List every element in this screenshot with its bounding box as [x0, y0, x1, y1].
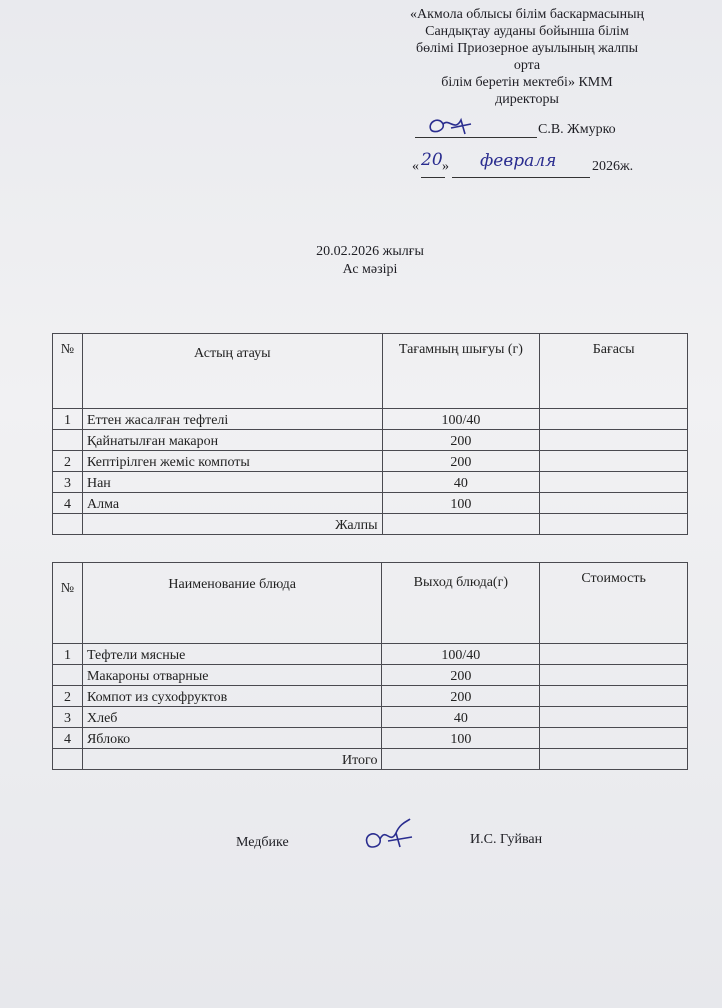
- total-label: Жалпы: [82, 514, 382, 535]
- row-name: Кептірілген жеміс компоты: [82, 451, 382, 472]
- col-price-header: Стоимость: [540, 563, 688, 644]
- col-no-header: №: [53, 563, 83, 644]
- row-name: Қайнатылған макарон: [82, 430, 382, 451]
- row-no: [53, 430, 83, 451]
- row-price: [540, 409, 688, 430]
- row-price: [540, 451, 688, 472]
- row-output: 100/40: [382, 644, 540, 665]
- table-total-row: [53, 749, 688, 770]
- total-label: Итого: [82, 749, 381, 770]
- menu-title: Ас мәзірі: [342, 262, 398, 277]
- table-row: [53, 493, 688, 514]
- table-row: [53, 686, 688, 707]
- director-name: С.В. Жмурко: [538, 122, 616, 137]
- col-name-header: Астың атауы: [82, 334, 382, 409]
- nurse-name: И.С. Гуйван: [470, 832, 543, 847]
- row-price: [540, 707, 688, 728]
- table-row: [53, 451, 688, 472]
- row-output: 100: [382, 493, 540, 514]
- col-name-header: Наименование блюда: [82, 563, 381, 644]
- nurse-signature: [360, 815, 416, 859]
- row-no: 2: [53, 451, 83, 472]
- header-line: орта: [513, 58, 541, 73]
- nurse-role: Медбике: [236, 835, 289, 850]
- row-output: 40: [382, 472, 540, 493]
- col-output-header: Тағамның шығуы (г): [382, 334, 540, 409]
- row-no: 1: [53, 409, 83, 430]
- date-month: февраля: [480, 151, 557, 171]
- row-name: Хлеб: [82, 707, 381, 728]
- col-output-header: Выход блюда(г): [382, 563, 540, 644]
- row-name: Тефтели мясные: [82, 644, 381, 665]
- kz-menu-table: [52, 333, 688, 535]
- row-output: 200: [382, 430, 540, 451]
- row-name: Еттен жасалған тефтелі: [82, 409, 382, 430]
- menu-date: 20.02.2026 жылғы: [316, 244, 424, 259]
- month-underline: [452, 176, 590, 178]
- table-row: [53, 644, 688, 665]
- total-blank: [53, 749, 83, 770]
- day-underline: [421, 176, 445, 178]
- total-output: [382, 514, 540, 535]
- row-no: 3: [53, 707, 83, 728]
- total-blank: [53, 514, 83, 535]
- row-price: [540, 728, 688, 749]
- table-row: [53, 472, 688, 493]
- row-name: Компот из сухофруктов: [82, 686, 381, 707]
- col-price-header: Бағасы: [540, 334, 688, 409]
- total-price: [540, 514, 688, 535]
- date-open-quote: «: [412, 159, 419, 174]
- director-signature: [425, 112, 475, 140]
- table-row: [53, 430, 688, 451]
- row-name: Алма: [82, 493, 382, 514]
- row-price: [540, 686, 688, 707]
- row-no: [53, 665, 83, 686]
- row-name: Макароны отварные: [82, 665, 381, 686]
- table-total-row: [53, 514, 688, 535]
- table-row: [53, 665, 688, 686]
- row-no: 1: [53, 644, 83, 665]
- ru-menu-table: [52, 562, 688, 770]
- row-output: 100/40: [382, 409, 540, 430]
- row-no: 3: [53, 472, 83, 493]
- row-name: Нан: [82, 472, 382, 493]
- total-price: [540, 749, 688, 770]
- date-year: 2026ж.: [592, 159, 634, 174]
- row-output: 200: [382, 451, 540, 472]
- row-price: [540, 430, 688, 451]
- header-line: Сандықтау ауданы бойынша білім: [425, 24, 629, 39]
- row-output: 200: [382, 665, 540, 686]
- row-no: 2: [53, 686, 83, 707]
- row-price: [540, 665, 688, 686]
- row-price: [540, 644, 688, 665]
- table-row: [53, 728, 688, 749]
- date-day: 20: [421, 150, 443, 170]
- row-no: 4: [53, 728, 83, 749]
- header-line: «Акмола облысы білім баскармасының: [410, 7, 644, 22]
- row-price: [540, 472, 688, 493]
- header-line: директоры: [495, 92, 559, 107]
- table-row: [53, 707, 688, 728]
- row-price: [540, 493, 688, 514]
- row-output: 40: [382, 707, 540, 728]
- row-output: 200: [382, 686, 540, 707]
- table-header-row: [53, 334, 688, 409]
- table-header-row: [53, 563, 688, 644]
- header-line: бөлімі Приозерное ауылының жалпы: [415, 41, 639, 56]
- date-close-quote: »: [442, 159, 449, 174]
- row-no: 4: [53, 493, 83, 514]
- row-name: Яблоко: [82, 728, 381, 749]
- row-output: 100: [382, 728, 540, 749]
- table-row: [53, 409, 688, 430]
- header-line: білім беретін мектебі» КММ: [441, 75, 613, 90]
- total-output: [382, 749, 540, 770]
- approval-header: [372, 6, 682, 108]
- col-no-header: №: [53, 334, 83, 409]
